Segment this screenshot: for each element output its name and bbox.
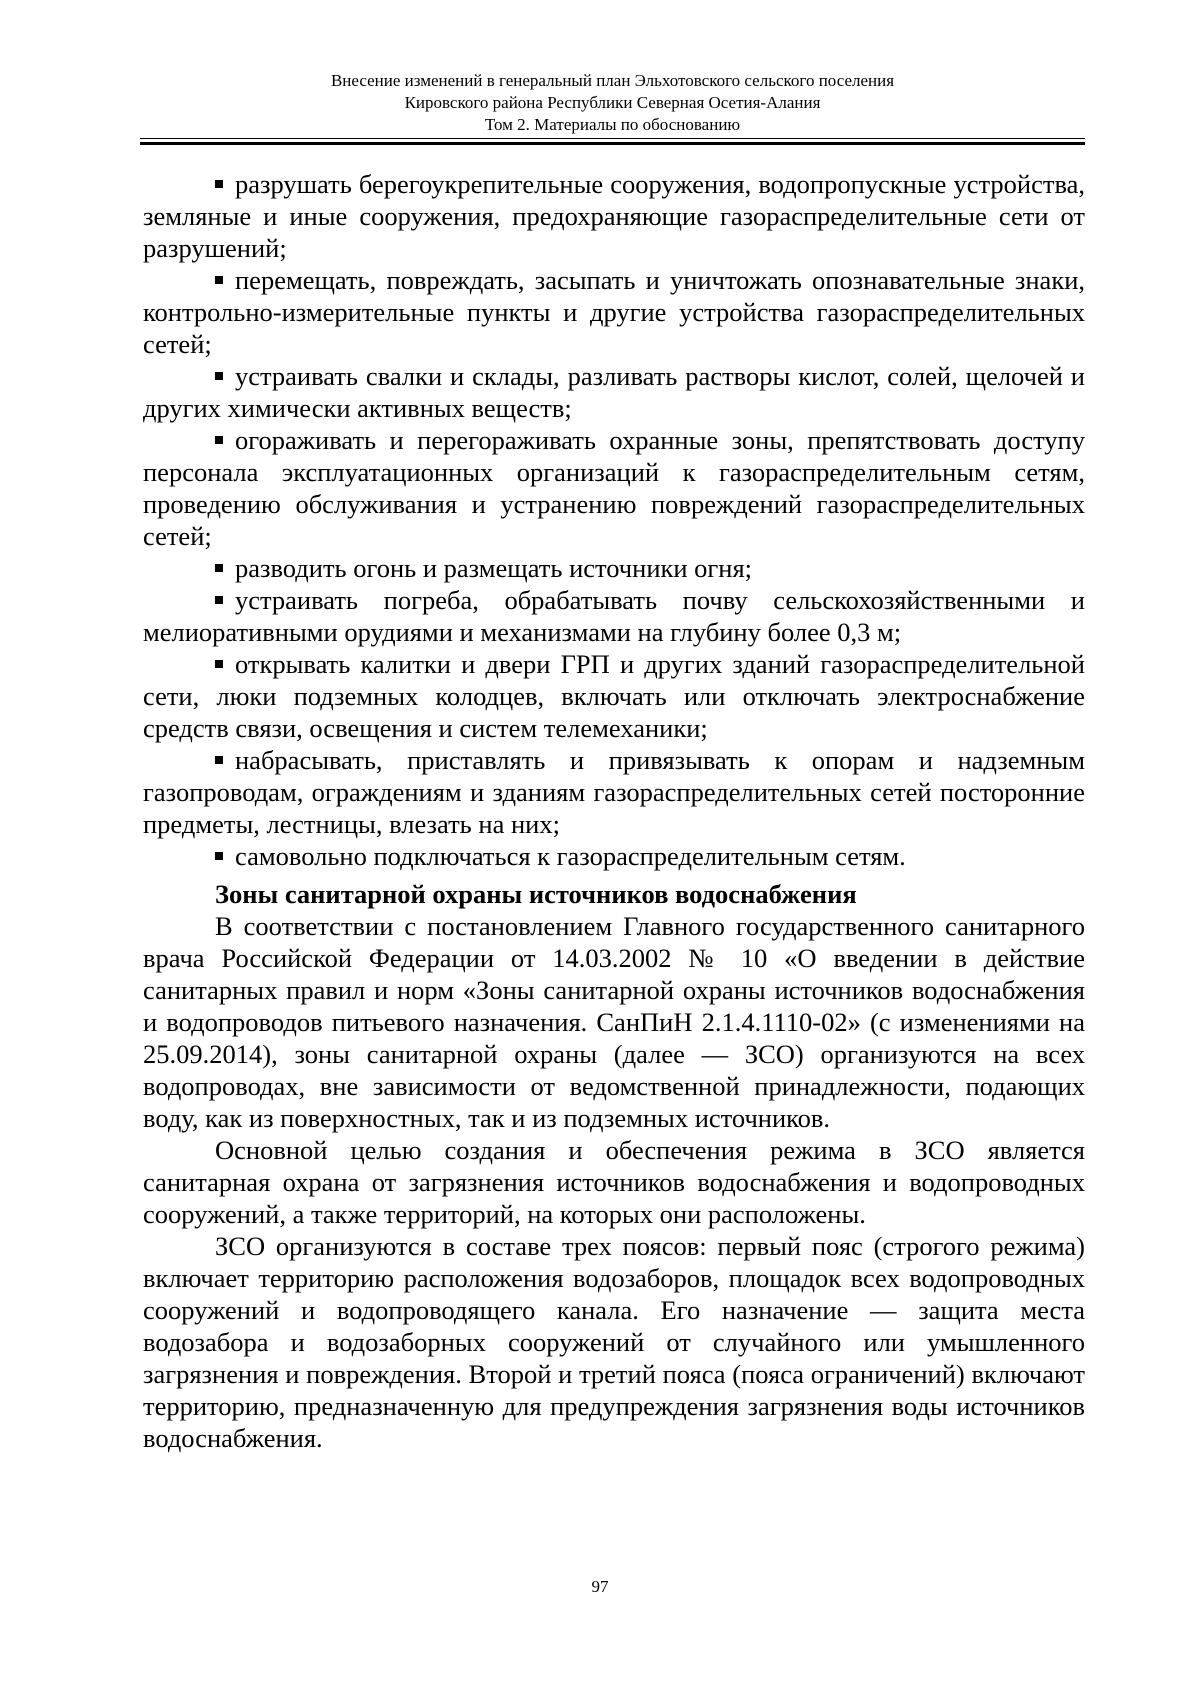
list-item — [143, 360, 1085, 424]
square-bullet-icon — [215, 372, 223, 380]
list-item — [143, 840, 1085, 872]
header-divider-thin — [140, 138, 1085, 139]
square-bullet-icon — [215, 596, 223, 604]
list-item-text: разводить огонь и размещать источники огня; — [235, 553, 753, 583]
header-line-3: Том 2. Материалы по обоснованию — [484, 115, 741, 134]
square-bullet-icon — [215, 756, 223, 764]
header-line-2: Кировского района Республики Северная Осетия-Алания — [404, 93, 821, 112]
list-item-text: устраивать погреба, обрабатывать почву сельскохозяйственными и мелиоративными орудиями и механизмами на глубину более 0,3 м; — [143, 585, 1085, 647]
list-item — [143, 744, 1085, 840]
section-title: Зоны санитарной охраны источников водоснабжения — [215, 879, 857, 909]
paragraph: ЗСО организуются в составе трех поясов: первый пояс (строгого режима) включает территорию расположения водозаборов, площадок всех водопроводных сооружений и водопроводящего канала. Его назначение — защита места водозабора и водозаборных сооружений от случайного или умышленного загрязнения и повреждения. Второй и третий пояса (пояса ограничений) включают территорию, предназначенную для предупреждения загрязнения воды источников водоснабжения. — [143, 1231, 1085, 1453]
list-item-text: перемещать, повреждать, засыпать и уничтожать опознавательные знаки, контрольно-измерительные пункты и другие устройства газораспределительных сетей; — [143, 265, 1085, 359]
header-divider-thick — [140, 142, 1085, 145]
header-line-1: Внесение изменений в генеральный план Эльхотовского сельского поселения — [330, 71, 895, 90]
paragraph: В соответствии с постановлением Главного государственного санитарного врача Российской Федерации от 14.03.2002 № 10 «О введении в действие санитарных правил и норм «Зоны санитарной охраны источников водоснабжения и водопроводов питьевого назначения. СанПиН 2.1.4.1110-02» (с изменениями на 25.09.2014), зоны санитарной охраны (далее — ЗСО) организуются на всех водопроводах, вне зависимости от ведомственной принадлежности, подающих воду, как из поверхностных, так и из подземных источников. — [143, 911, 1085, 1133]
list-item — [143, 264, 1085, 360]
square-bullet-icon — [215, 660, 223, 668]
square-bullet-icon — [215, 436, 223, 444]
list-item — [143, 648, 1085, 744]
document-body — [143, 168, 1085, 1454]
list-item-text: устраивать свалки и склады, разливать растворы кислот, солей, щелочей и других химически активных веществ; — [143, 361, 1085, 423]
list-item-text: огораживать и перегораживать охранные зоны, препятствовать доступу персонала эксплуатационных организаций к газораспределительным сетям, проведению обслуживания и устранению повреждений газораспределительных сетей; — [143, 425, 1085, 551]
list-item — [143, 424, 1085, 552]
list-item-text: набрасывать, приставлять и привязывать к опорам и надземным газопроводам, ограждениям и зданиям газораспределительных сетей посторонние предметы, лестницы, влезать на них; — [143, 745, 1085, 839]
square-bullet-icon — [215, 180, 223, 188]
list-item-text: открывать калитки и двери ГРП и других зданий газораспределительной сети, люки подземных колодцев, включать или отключать электроснабжение средств связи, освещения и систем телемеханики; — [143, 649, 1085, 743]
prohibitions-list — [143, 168, 1085, 872]
list-item — [143, 168, 1085, 264]
paragraph: Основной целью создания и обеспечения режима в ЗСО является санитарная охрана от загрязнения источников водоснабжения и водопроводных сооружений, а также территорий, на которых они расположены. — [143, 1135, 1085, 1229]
square-bullet-icon — [215, 852, 223, 860]
page-header — [140, 70, 1085, 136]
list-item — [143, 552, 1085, 584]
square-bullet-icon — [215, 276, 223, 284]
list-item — [143, 584, 1085, 648]
page-number: 97 — [591, 1577, 609, 1596]
list-item-text: разрушать берегоукрепительные сооружения, водопропускные устройства, земляные и иные сооружения, предохраняющие газораспределительные сети от разрушений; — [143, 169, 1085, 263]
list-item-text: самовольно подключаться к газораспределительным сетям. — [235, 841, 906, 871]
square-bullet-icon — [215, 564, 223, 572]
